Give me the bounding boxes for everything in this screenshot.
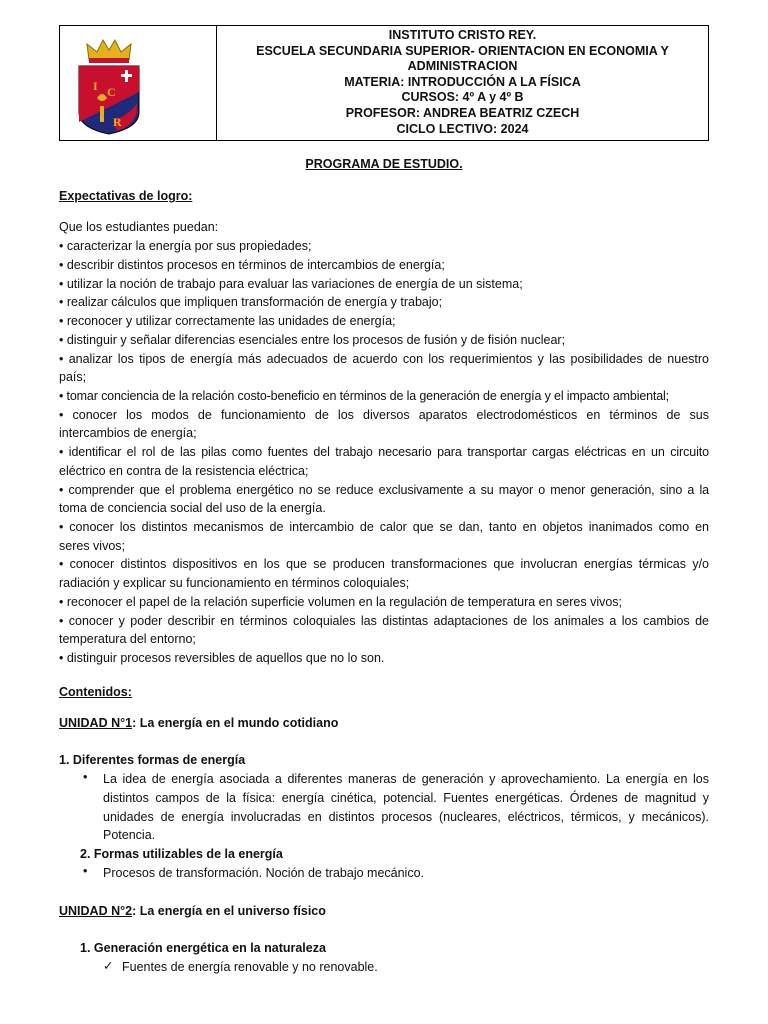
- expectativa-item: • comprender que el problema energético no se reduce exclusivamente a su mayor o menor generación, sino a la: [59, 483, 709, 497]
- header-table: [59, 25, 709, 141]
- school-orientation-cont: ADMINISTRACION: [407, 59, 518, 74]
- unidad-1-sec1-line: Potencia.: [103, 828, 156, 842]
- expectativa-item-cont: radiación y explicar su funcionamiento en términos coloquiales;: [59, 576, 410, 590]
- expectativa-item: • tomar conciencia de la relación costo-beneficio en términos de la generación de energía y el impacto ambiental;: [59, 389, 670, 403]
- expectativa-item: • conocer los distintos mecanismos de intercambio de calor que se dan, tanto en objetos inanimados como en: [59, 520, 709, 534]
- header-info: [217, 26, 708, 140]
- unidad-1-section-1: 1. Diferentes formas de energía: [59, 753, 246, 767]
- expectativas-intro: Que los estudiantes puedan:: [59, 220, 219, 234]
- unidad-2-section-1: 1. Generación energética en la naturaleza: [80, 941, 326, 955]
- expectativas-heading: Expectativas de logro:: [59, 189, 193, 203]
- school-crest-icon: [73, 32, 145, 142]
- teacher: PROFESOR: ANDREA BEATRIZ CZECH: [345, 105, 580, 120]
- unidad-1-sec1-line: unidades de energía involucradas en distintos procesos (nucleares, eléctricos, térmicos, y mecánicos).: [103, 810, 709, 824]
- logo-letter-r: R: [113, 115, 122, 129]
- expectativa-item: • distinguir y señalar diferencias esenciales entre los procesos de fusión y de fisión nuclear;: [59, 333, 566, 347]
- logo-letter-i: I: [93, 79, 98, 93]
- expectativa-item: • identificar el rol de las pilas como fuentes del trabajo necesario para transportar cargas eléctricas en un circuito: [59, 445, 709, 459]
- expectativa-item: • distinguir procesos reversibles de aquellos que no lo son.: [59, 651, 385, 665]
- unidad-2-check-item: Fuentes de energía renovable y no renovable.: [122, 960, 378, 974]
- logo-cell: [60, 26, 217, 140]
- unidad-2-label: UNIDAD N°2: [59, 904, 133, 918]
- logo-letter-c: C: [107, 85, 116, 99]
- document-title: PROGRAMA DE ESTUDIO.: [305, 157, 463, 171]
- expectativa-item-cont: intercambios de energía;: [59, 426, 197, 440]
- unidad-2-heading: [59, 902, 709, 921]
- unidad-1-sec1-line: distintos campos de la física: energía cinética, potencial. Fuentes energéticas. Órdenes de magnitud y: [103, 791, 709, 805]
- expectativa-item: • caracterizar la energía por sus propiedades;: [59, 239, 312, 253]
- expectativa-item: • reconocer el papel de la relación superficie volumen en la regulación de temperatura en seres vivos;: [59, 595, 623, 609]
- unidad-1-section-2: 2. Formas utilizables de la energía: [80, 847, 283, 861]
- unidad-1-title: : La energía en el mundo cotidiano: [132, 716, 339, 730]
- expectativa-item: • utilizar la noción de trabajo para evaluar las variaciones de energía de un sistema;: [59, 277, 523, 291]
- bullet-dot: •: [83, 770, 88, 784]
- institution-name: INSTITUTO CRISTO REY.: [388, 28, 537, 42]
- school-orientation: ESCUELA SECUNDARIA SUPERIOR- ORIENTACION EN ECONOMIA Y: [256, 43, 669, 58]
- contenidos-heading: Contenidos:: [59, 685, 132, 699]
- checkmark-icon: ✓: [103, 959, 114, 973]
- expectativa-item: • conocer distintos dispositivos en los que se producen transformaciones que involucran energías térmicas y/o: [59, 557, 709, 571]
- expectativa-item: • conocer y poder describir en términos coloquiales las distintas adaptaciones de los animales a los cambios de: [59, 614, 709, 628]
- expectativa-item: • realizar cálculos que impliquen transformación de energía y trabajo;: [59, 295, 443, 309]
- expectativa-item: • conocer los modos de funcionamiento de los diversos aparatos electrodomésticos en términos de sus: [59, 408, 709, 422]
- expectativa-item-cont: seres vivos;: [59, 539, 125, 553]
- expectativa-item: • describir distintos procesos en términos de intercambios de energía;: [59, 258, 445, 272]
- expectativa-item-cont: eléctrico en contra de la resistencia eléctrica;: [59, 464, 309, 478]
- courses: CURSOS: 4º A y 4º B: [401, 90, 524, 105]
- subject: MATERIA: INTRODUCCIÓN A LA FÍSICA: [344, 74, 581, 89]
- bullet-dot: •: [83, 864, 88, 878]
- unidad-2-title: : La energía en el universo físico: [132, 904, 326, 918]
- expectativa-item: • reconocer y utilizar correctamente las unidades de energía;: [59, 314, 396, 328]
- expectativa-item-cont: país;: [59, 370, 87, 384]
- unidad-1-heading: [59, 714, 709, 733]
- unidad-1-label: UNIDAD N°1: [59, 716, 133, 730]
- unidad-1-sec2-line: Procesos de transformación. Noción de trabajo mecánico.: [103, 866, 424, 880]
- expectativa-item: • analizar los tipos de energía más adecuados de acuerdo con los requerimientos y las posibilidades de nuestro: [59, 352, 709, 366]
- expectativa-item-cont: toma de conciencia social del uso de la energía.: [59, 501, 326, 515]
- school-year: CICLO LECTIVO: 2024: [396, 121, 529, 136]
- unidad-1-sec1-line: La idea de energía asociada a diferentes maneras de generación y aprovechamiento. La energía en los: [103, 772, 709, 786]
- expectativa-item-cont: temperatura del entorno;: [59, 632, 196, 646]
